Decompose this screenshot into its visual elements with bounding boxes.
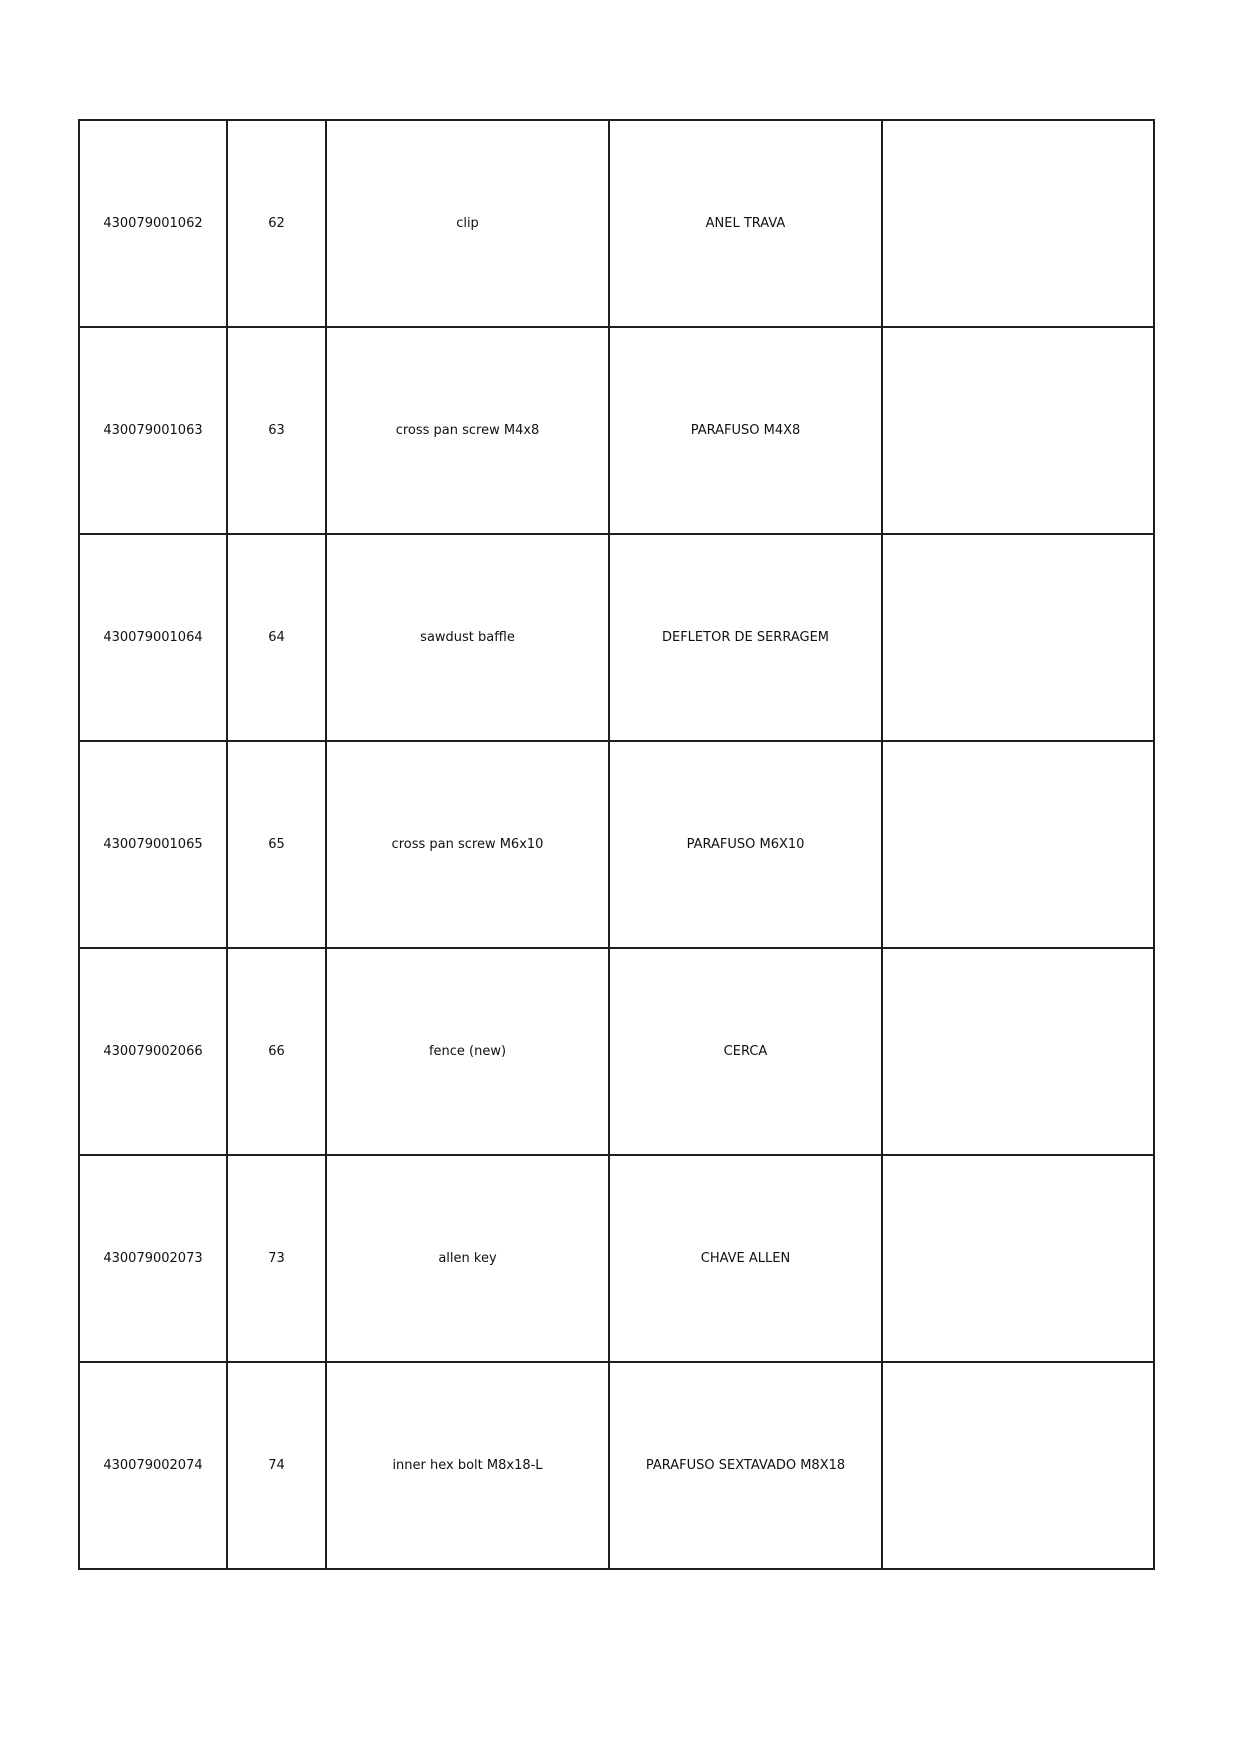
table-row xyxy=(79,327,1154,534)
table-row xyxy=(79,120,1154,327)
description-en-cell: inner hex bolt M8x18-L xyxy=(326,1362,609,1569)
description-en-cell: allen key xyxy=(326,1155,609,1362)
notes-cell xyxy=(882,120,1154,327)
part-number-cell: 430079002074 xyxy=(79,1362,227,1569)
part-number-cell: 430079001064 xyxy=(79,534,227,741)
item-number-cell: 73 xyxy=(227,1155,326,1362)
table-row xyxy=(79,1362,1154,1569)
description-pt-cell: DEFLETOR DE SERRAGEM xyxy=(609,534,882,741)
item-number-cell: 64 xyxy=(227,534,326,741)
notes-cell xyxy=(882,1362,1154,1569)
part-number-cell: 430079001062 xyxy=(79,120,227,327)
description-pt-cell: PARAFUSO M6X10 xyxy=(609,741,882,948)
item-number-cell: 62 xyxy=(227,120,326,327)
part-number-cell: 430079001063 xyxy=(79,327,227,534)
description-pt-cell: PARAFUSO M4X8 xyxy=(609,327,882,534)
description-en-cell: fence (new) xyxy=(326,948,609,1155)
description-pt-cell: PARAFUSO SEXTAVADO M8X18 xyxy=(609,1362,882,1569)
notes-cell xyxy=(882,534,1154,741)
description-en-cell: sawdust baffle xyxy=(326,534,609,741)
table-row xyxy=(79,948,1154,1155)
description-en-cell: cross pan screw M6x10 xyxy=(326,741,609,948)
table-row xyxy=(79,741,1154,948)
item-number-cell: 63 xyxy=(227,327,326,534)
part-number-cell: 430079002066 xyxy=(79,948,227,1155)
part-number-cell: 430079002073 xyxy=(79,1155,227,1362)
description-en-cell: clip xyxy=(326,120,609,327)
notes-cell xyxy=(882,1155,1154,1362)
description-pt-cell: CHAVE ALLEN xyxy=(609,1155,882,1362)
parts-table xyxy=(78,119,1155,1570)
table-row xyxy=(79,1155,1154,1362)
notes-cell xyxy=(882,741,1154,948)
item-number-cell: 74 xyxy=(227,1362,326,1569)
notes-cell xyxy=(882,948,1154,1155)
description-en-cell: cross pan screw M4x8 xyxy=(326,327,609,534)
part-number-cell: 430079001065 xyxy=(79,741,227,948)
notes-cell xyxy=(882,327,1154,534)
item-number-cell: 65 xyxy=(227,741,326,948)
description-pt-cell: CERCA xyxy=(609,948,882,1155)
description-pt-cell: ANEL TRAVA xyxy=(609,120,882,327)
item-number-cell: 66 xyxy=(227,948,326,1155)
table-row xyxy=(79,534,1154,741)
